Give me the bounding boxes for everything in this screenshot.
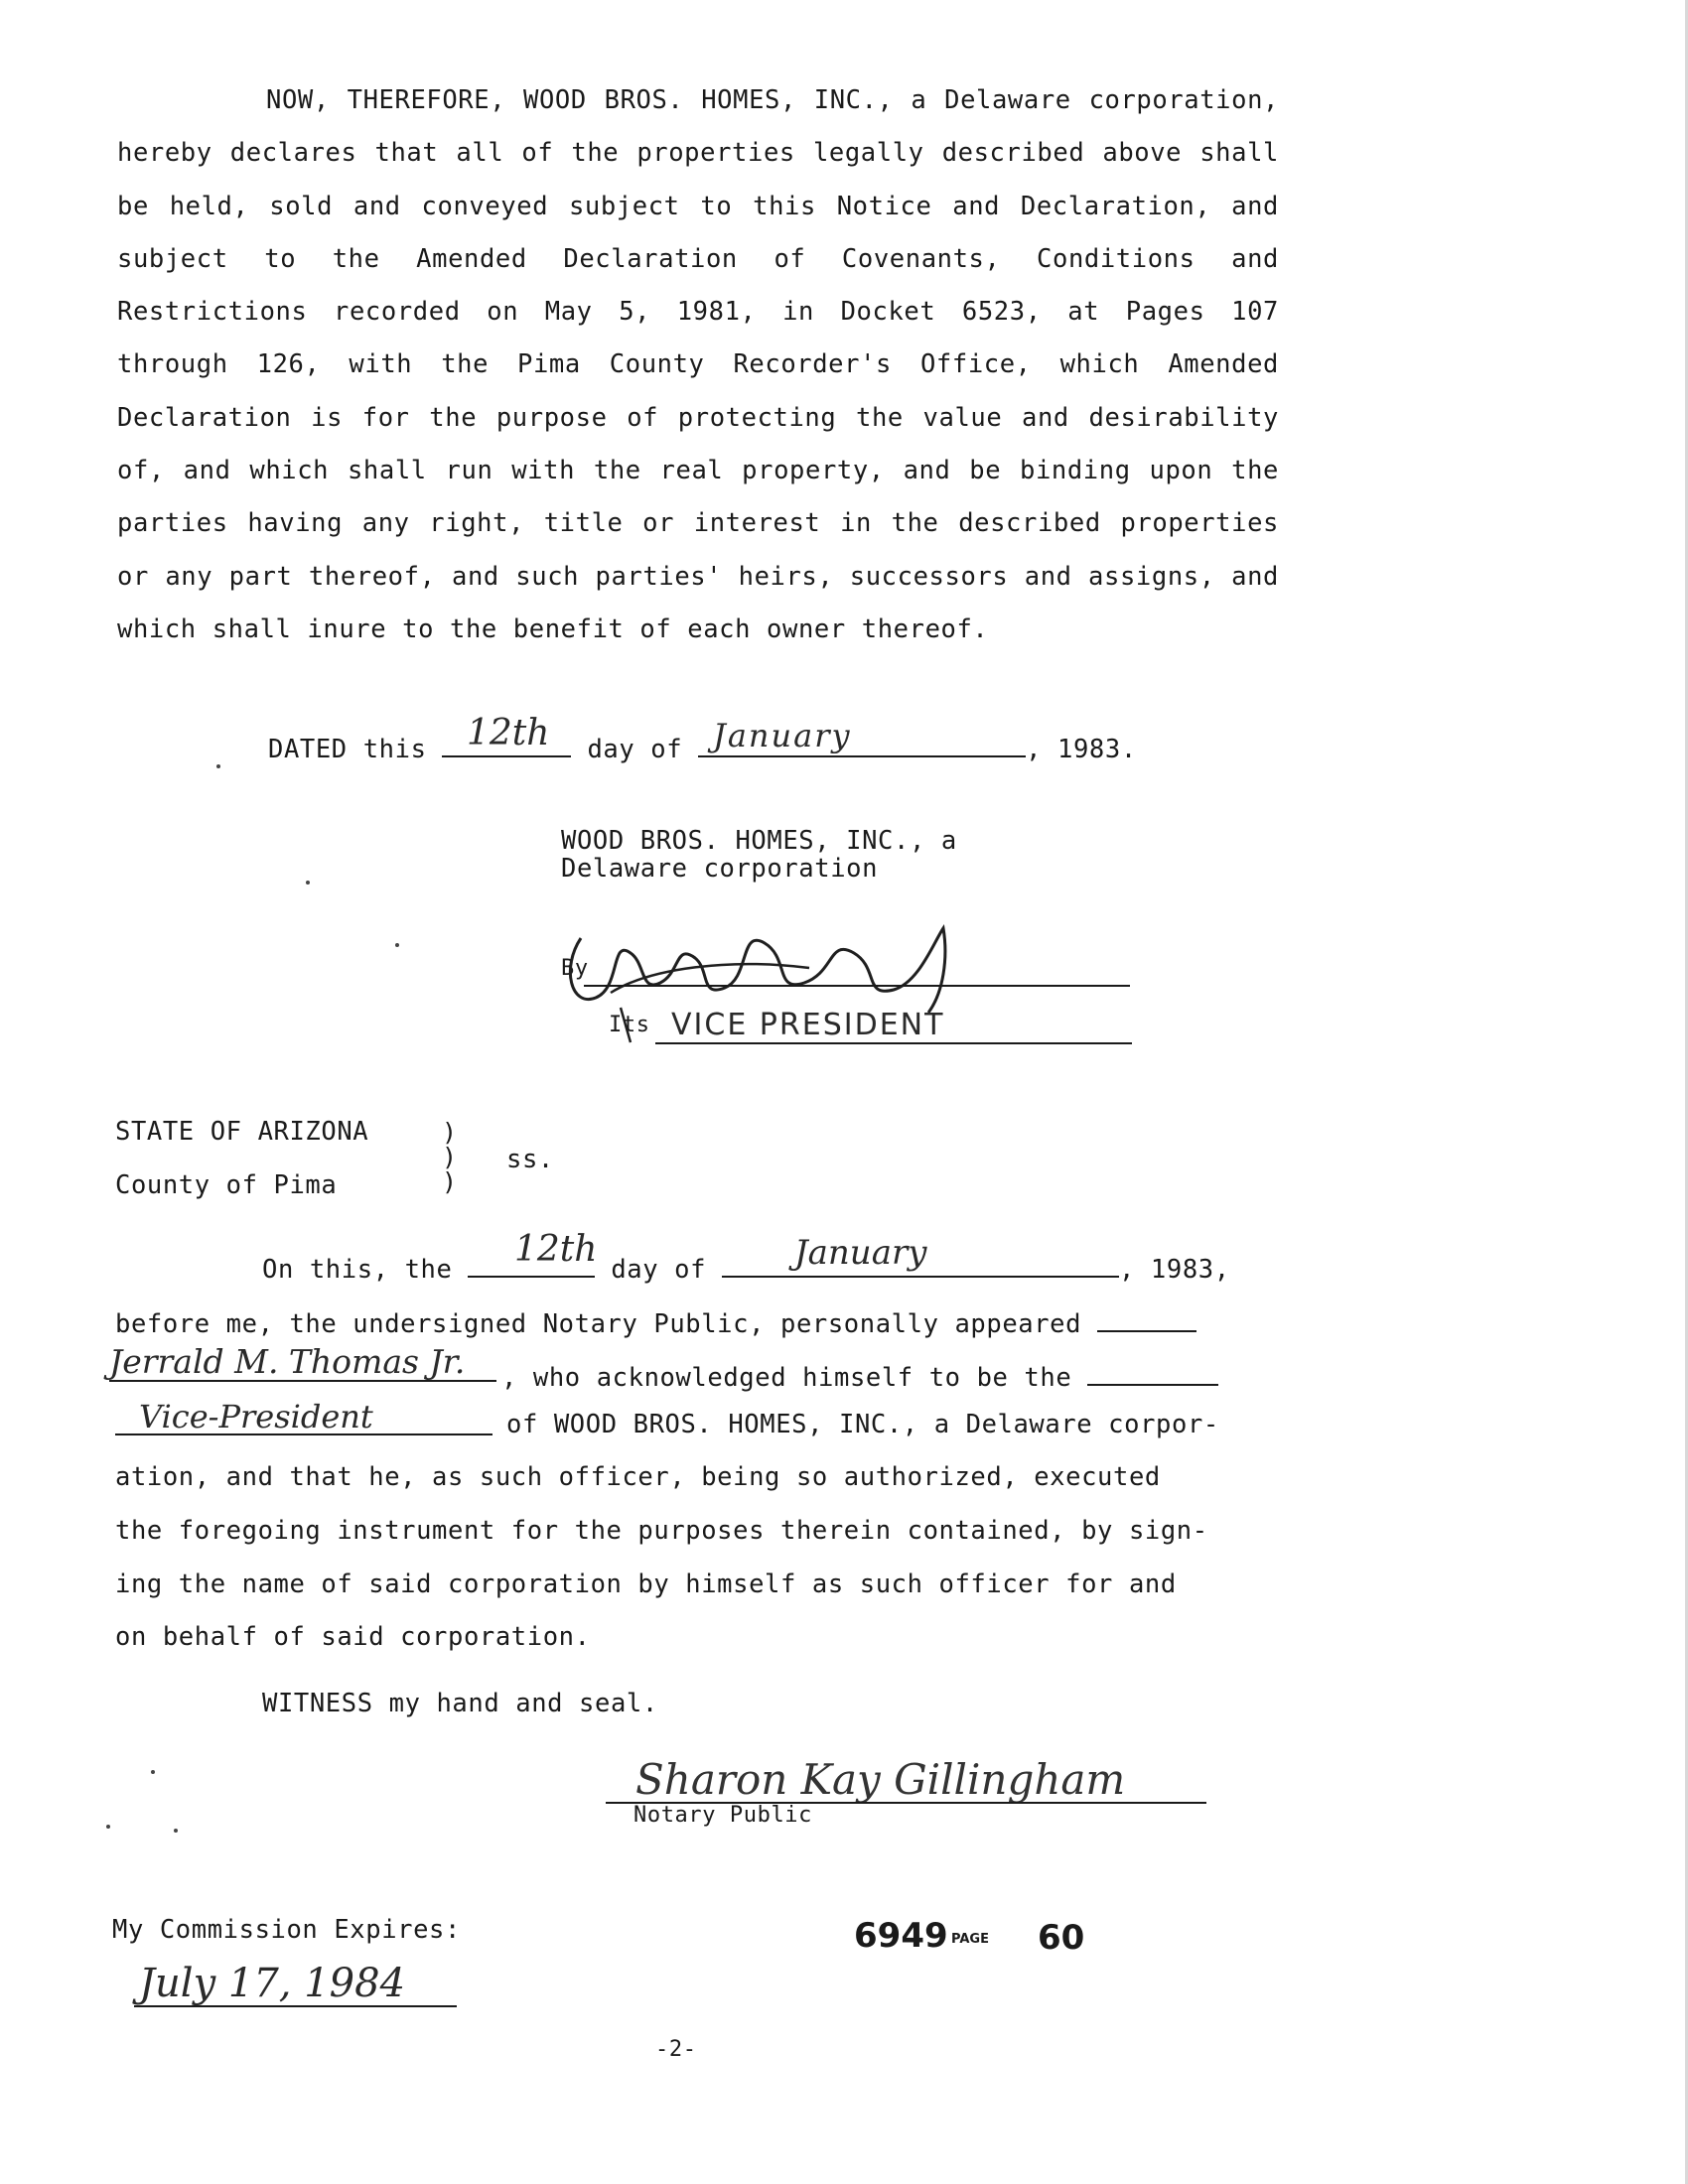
commission-date-handwritten: July 17, 1984 — [139, 1961, 406, 2006]
corp-line-2: Delaware corporation — [561, 854, 879, 884]
witness-line: WITNESS my hand and seal. — [262, 1689, 658, 1718]
recording-docket: 6949 — [854, 1916, 948, 1956]
scan-speck — [395, 943, 399, 947]
ack-year: , 1983, — [1119, 1255, 1230, 1285]
commission-date-line — [134, 2005, 457, 2007]
ack-month-handwritten: January — [794, 1233, 927, 1273]
notary-label: Notary Public — [633, 1803, 812, 1828]
its-label: Its — [609, 1013, 650, 1037]
ack-line-7: ing the name of said corporation by himself as such officer for and — [115, 1570, 1177, 1599]
declaration-paragraph — [117, 74, 1279, 656]
ack-line-5: ation, and that he, as such officer, being so authorized, executed — [115, 1462, 1161, 1492]
declaration-text: NOW, THEREFORE, WOOD BROS. HOMES, INC., a Delaware corporation, hereby declares that all of the properties legally described above shall be held, sold and conveyed subject to this Notice and Declaration, and subject to the Amended Declaration of Covenants, Conditions and Restrictions recorded on May 5, 1981, in Docket 6523, at Pages 107 through 126, with the Pima County Recorder's Office, which Amended Declaration is for the purpose of protecting the value and desirability of, and which shall run with the real property, and be binding upon the parties having any right, title or interest in the described properties or any part thereof, and such parties' heirs, successors and assigns, and which shall inure to the benefit of each owner thereof. — [117, 85, 1279, 644]
page-number: -2- — [655, 2037, 697, 2062]
ack-name-line — [109, 1380, 496, 1382]
ack-day-handwritten: 12th — [514, 1229, 598, 1270]
notary-signature-handwritten: Sharon Kay Gillingham — [635, 1755, 1126, 1804]
ack-prefix: On this, the — [262, 1255, 453, 1285]
dated-mid: day of — [587, 735, 683, 764]
scan-speck — [174, 1829, 178, 1833]
scan-speck — [106, 1825, 110, 1829]
venue-ss: ss. — [506, 1145, 554, 1174]
by-label: By — [561, 956, 589, 981]
venue-county: County of Pima — [115, 1170, 338, 1200]
by-signature-line — [584, 985, 1130, 987]
officer-title-handwritten: VICE PRESIDENT — [671, 1008, 945, 1042]
dated-line — [268, 728, 1137, 764]
venue-brace: ) ) ) — [442, 1118, 458, 1196]
scan-speck — [151, 1770, 155, 1774]
its-title-line — [655, 1042, 1132, 1044]
venue-state: STATE OF ARIZONA — [115, 1117, 369, 1147]
ack-title-handwritten: Vice-President — [139, 1398, 373, 1435]
dated-year: , 1983. — [1026, 735, 1137, 764]
ack-title-line — [115, 1433, 492, 1435]
commission-label: My Commission Expires: — [112, 1915, 461, 1945]
ack-mid: day of — [611, 1255, 707, 1285]
ack-line-1 — [262, 1248, 1230, 1285]
scan-speck — [306, 881, 310, 885]
ack-line-2-text: before me, the undersigned Notary Public, personally appeared — [115, 1309, 1082, 1339]
ack-line-6: the foregoing instrument for the purposes therein contained, by sign- — [115, 1516, 1208, 1546]
ack-line-3-text: , who acknowledged himself to be the — [501, 1363, 1072, 1393]
recording-page: 60 — [1038, 1918, 1085, 1958]
dated-month-handwritten: January — [713, 717, 852, 754]
dated-prefix: DATED this — [268, 735, 427, 764]
ack-appeared-blank — [1097, 1302, 1196, 1332]
scan-speck — [216, 764, 220, 768]
dated-day-handwritten: 12th — [467, 713, 550, 753]
ack-line-8: on behalf of said corporation. — [115, 1622, 591, 1652]
ack-line-3 — [501, 1356, 1218, 1393]
corp-line-1: WOOD BROS. HOMES, INC., a — [561, 826, 957, 856]
ack-line-2 — [115, 1302, 1196, 1339]
recording-page-label: PAGE — [951, 1932, 989, 1947]
ack-title-blank — [1087, 1356, 1218, 1386]
ack-name-handwritten: Jerrald M. Thomas Jr. — [109, 1342, 466, 1381]
ack-line-4: of WOOD BROS. HOMES, INC., a Delaware corpor- — [506, 1410, 1219, 1439]
